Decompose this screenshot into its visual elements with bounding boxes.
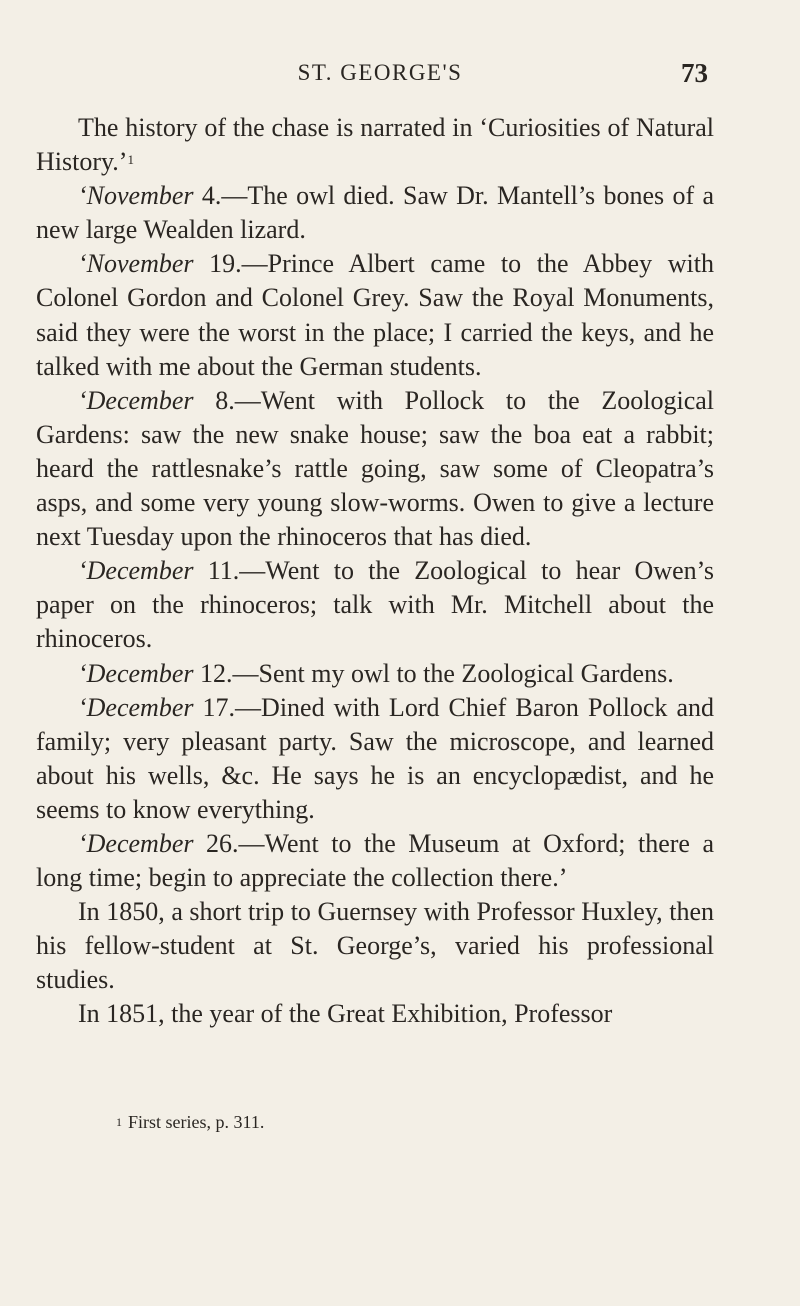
entry-date: ‘December [78,556,194,586]
paragraph-text: In 1850, a short trip to Guernsey with Professor Huxley, then his fellow-student at St. George’s, varied his professional studies. [36,897,714,995]
diary-entry-december-26 [36,827,714,895]
entry-date: ‘December [78,692,194,722]
entry-text: 17.—Dined with Lord Chief Baron Pollock and family; very pleasant party. Saw the microscope, and learned about his wells, &c. He says he is an encyclopædist, and he seems to know everything. [36,692,714,824]
entry-text: 12.—Sent my owl to the Zoological Gardens. [193,658,674,688]
page-number: 73 [681,58,708,88]
entry-date: ‘December [78,658,194,688]
diary-entry-december-17 [36,691,714,827]
running-head [52,56,708,90]
footnote-text: First series, p. 311. [128,1112,265,1132]
diary-entry-november-19 [36,247,714,383]
entry-date: ‘December [78,828,194,858]
diary-entry-december-12 [36,657,714,691]
running-title: ST. GEORGE'S [297,60,463,85]
footnote-reference: 1 [127,152,134,168]
entry-text: 26.—Went to the Museum at Oxford; there a long time; begin to appreciate the collection there.’ [36,828,714,893]
entry-date: ‘November [78,249,194,279]
paragraph-text: The history of the chase is narrated in ‘Curiosities of Natural History.’ [36,113,714,177]
body-text [36,111,714,1032]
entry-text: 11.—Went to the Zoological to hear Owen’s paper on the rhinoceros; talk with Mr. Mitchell about the rhinoceros. [36,556,714,654]
diary-entry-november-4 [36,179,714,247]
diary-entry-december-8 [36,384,714,554]
paragraph-text: In 1851, the year of the Great Exhibition, Professor [78,999,613,1029]
paragraph-chase-history [36,111,714,179]
entry-date: ‘December [78,385,194,415]
footnote [116,1110,264,1134]
entry-text: 19.—Prince Albert came to the Abbey with Colonel Gordon and Colonel Grey. Saw the Royal Monuments, said they were the worst in the place; I carried the keys, and he talked with me about the German students. [36,249,714,381]
paragraph-1851 [36,997,714,1031]
diary-entry-december-11 [36,554,714,656]
entry-text: 4.—The owl died. Saw Dr. Mantell’s bones of a new large Wealden lizard. [36,181,714,245]
entry-text: 8.—Went with Pollock to the Zoological Gardens: saw the new snake house; saw the boa eat a rabbit; heard the rattlesnake’s rattle going, saw some of Cleopatra’s asps, and some very young slow-worms. Owen to give a lecture next Tuesday upon the rhinoceros that has died. [36,385,714,552]
paragraph-1850 [36,895,714,997]
entry-date: ‘November [78,181,194,211]
footnote-mark: 1 [116,1115,122,1129]
